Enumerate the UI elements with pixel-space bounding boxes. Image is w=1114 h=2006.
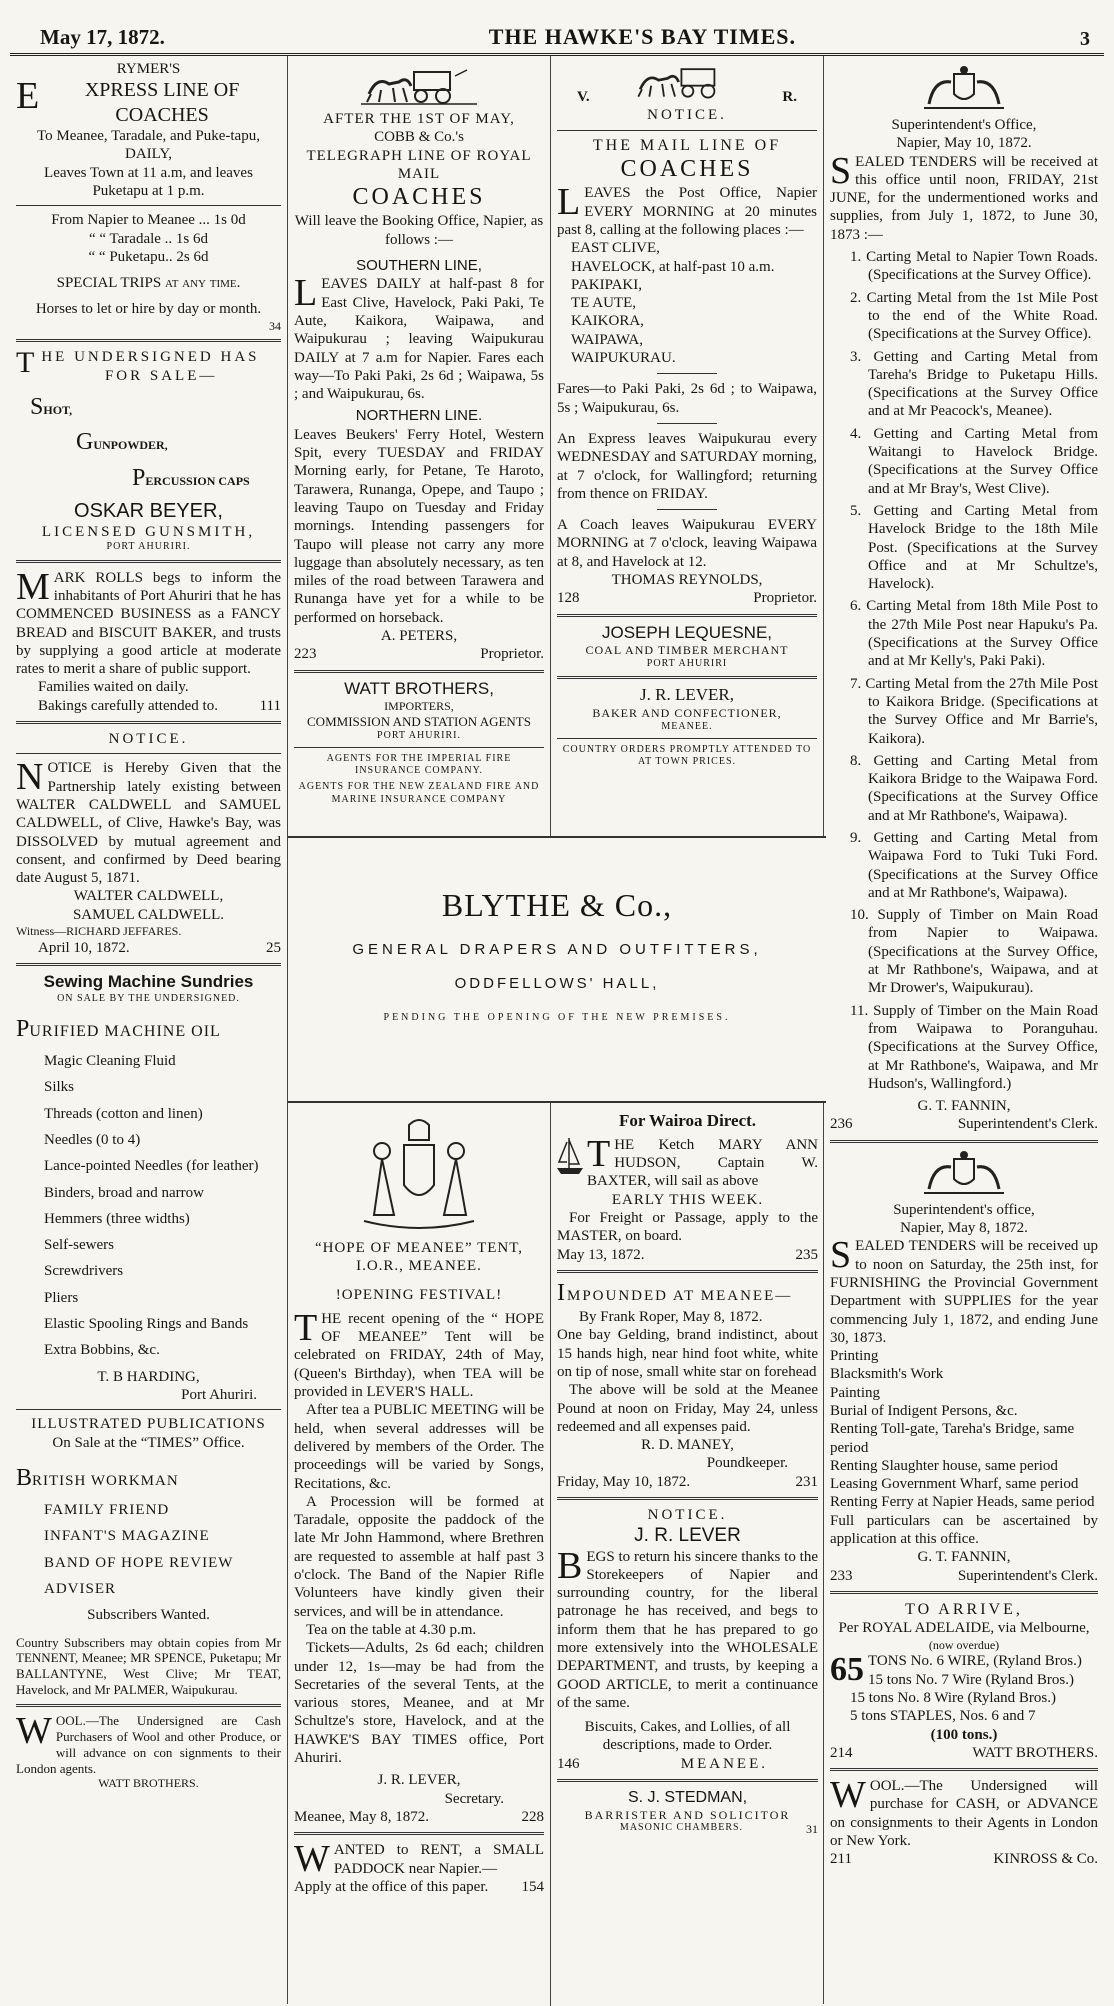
sewing-ad: Sewing Machine Sundries ON SALE BY THE UNDERSIGNED. PURIFIED MACHINE OIL Magic Cleaning Fluid Silks Threads (cotton and linen) Needles (0 to 4) Lance-pointed Needles (for leather) Binders, broad and narrow Hemmers (three widths) Self-sewers Screwdrivers Pliers Elastic Spooling Rings and Bands Extra Bobbins, &c. T. B HARDING, Port Ahuriri. <box>16 972 281 1404</box>
drop-cap: W <box>830 1774 866 1817</box>
tender-sign: G. T. FANNIN, <box>917 1098 1011 1115</box>
fare-1: From Napier to Meanee ... 1s 0d <box>51 212 246 229</box>
illus-text: Country Subscribers may obtain copies from Mr TENNENT, Meanee; MR SPENCE, Puketapu; Mr BALLANTYNE, West Clive; Mr TEAT, Havelock, and Mr PALMER, Waipukurau. <box>16 1634 281 1698</box>
mail-line1: THE MAIL LINE OF <box>592 136 782 154</box>
horses-line: Horses to let or hire by day or month. <box>35 301 262 318</box>
mail-express: An Express leaves Waipukurau every WEDNESDAY and SATURDAY morning, at 7 o'clock, for Wallingford; returning from thence on FRIDAY. <box>557 430 817 502</box>
sewing-item: Threads (cotton and linen) <box>44 1105 203 1122</box>
ad-number: 31 <box>805 1822 818 1837</box>
impound-date: Friday, May 10, 1872. <box>557 1473 691 1490</box>
ad-number: 223 <box>294 646 317 663</box>
arrive-c: 5 tons STAPLES, Nos. 6 and 7 <box>850 1708 1036 1725</box>
lever-baker-ad <box>557 685 817 768</box>
cobb-line5: Will leave the Booking Office, Napier, as follows :— <box>294 213 544 248</box>
witness-line: Witness—RICHARD JEFFARES. <box>16 923 182 938</box>
caps-line: ERCUSSION CAPS <box>145 473 250 488</box>
publication-item: ADVISER <box>44 1581 117 1597</box>
drop-cap: M <box>16 565 50 608</box>
place-item: HAVELOCK, at half-past 10 a.m. <box>571 258 775 275</box>
ad-number: 228 <box>521 1808 544 1825</box>
sewing-list <box>16 1052 281 1360</box>
lequesne-name: JOSEPH LEQUESNE, <box>601 622 773 642</box>
lever-text: EGS to return his sincere thanks to the Storekeepers of Napier and surrounding country, for the liberal patronage he has received, and begs to inform them that he has prepared to go more extensively into the WHOLESALE DEPARTMENT, and trusts, by keeping a GOOD ARTICLE, to merit a continuance of the same. <box>557 1548 818 1711</box>
drop-cap: L <box>294 272 318 315</box>
office-line: Superintendent's Office, <box>891 117 1037 133</box>
drop-cap: L <box>557 181 581 224</box>
place-item: WAIPAWA, <box>571 331 643 348</box>
mail-coaches: COACHES <box>620 156 754 183</box>
newspaper-title: THE HAWKE'S BAY TIMES. <box>488 24 797 50</box>
southern-line: SOUTHERN LINE, <box>356 257 482 275</box>
mail-coach: A Coach leaves Waipukurau EVERY MORNING at 7 o'clock, leaving Waipawa at 8, and Havelock at 12. <box>557 517 817 570</box>
wool-text: OOL.—The Undersigned are Cash Purchasers of Wool and other Produce, or will advance on con signments to their London agents. <box>16 1713 281 1776</box>
rymer-head: RYMER'S <box>116 61 181 77</box>
arrive-line1: Per ROYAL ADELAIDE, via Melbourne, <box>838 1620 1090 1637</box>
place-item: WAIPUKURAU. <box>571 350 676 367</box>
arrive-total: (100 tons.) <box>930 1726 998 1743</box>
column-1 <box>10 56 288 2004</box>
drop-cap: E <box>16 75 40 118</box>
stedman-name: S. J. STEDMAN, <box>627 1789 748 1807</box>
wairoa-line3: For Freight or Passage, apply to the MASTER, on board. <box>557 1209 818 1245</box>
sewing-item: Extra Bobbins, &c. <box>44 1342 160 1359</box>
sewing-first: URIFIED MACHINE OIL <box>29 1022 221 1040</box>
tender-sign: G. T. FANNIN, <box>917 1549 1011 1566</box>
ad-number: 231 <box>795 1473 818 1490</box>
publication-item: BAND OF HOPE REVIEW <box>44 1554 234 1571</box>
tent-date: Meanee, May 8, 1872. <box>294 1808 429 1825</box>
tent-ad <box>294 1103 544 1826</box>
special-trips: SPECIAL TRIPS at any time. <box>56 275 241 292</box>
lower-column-3 <box>551 1103 824 2006</box>
watt-agents-ad <box>294 679 544 806</box>
tender-item: 10. Supply of Timber on Main Road from Napier to Waipawa. (Specifications at the Survey Office, at Mr Rathbone's, Waipawa, and at Mr Drower's, Waipukurau). <box>850 907 1098 997</box>
beyer-line1: HE UNDERSIGNED HAS <box>41 349 260 366</box>
place-item: KAIKORA, <box>571 313 644 330</box>
rymer-line3: Leaves Town at 11 a.m, and leaves Puketapu at 1 p.m. <box>44 164 253 199</box>
tent-p5: Tickets—Adults, 2s 6d each; children under 12, 1s—may be had from the Secretaries of the several Tents, at the various stores, Meanee, and at Mr Schultze's store, Havelock, and at the HAWKE'S BAY TIMES office, Port Ahuriri. <box>294 1640 544 1767</box>
tender-item: 9. Getting and Carting Metal from Waipawa Ford to Tuki Tuki Ford. (Specifications at the Survey Office and at Mr Rathbone's, Waipawa). <box>850 829 1098 901</box>
wairoa-head: For Wairoa Direct. <box>618 1111 757 1130</box>
mail-title: Proprietor. <box>753 590 817 607</box>
lever-name: J. R. LEVER <box>634 1525 741 1547</box>
tender-item: 8. Getting and Carting Metal from Kaikora Bridge to the Waipawa Ford. (Specifications at the Survey Office and at Mr Rathbone's, Waipawa). <box>850 752 1098 824</box>
sewing-item: Binders, broad and narrow <box>44 1184 204 1201</box>
sewing-place: Port Ahuriri. <box>181 1386 257 1403</box>
northern-line: NORTHERN LINE. <box>355 407 483 425</box>
blythe-line1: GENERAL DRAPERS AND OUTFITTERS, <box>352 941 762 959</box>
drop-cap: T <box>294 1306 318 1349</box>
sewing-item: Hemmers (three widths) <box>44 1210 190 1227</box>
blythe-line3: PENDING THE OPENING OF THE NEW PREMISES. <box>383 1011 731 1023</box>
illus-wanted: Subscribers Wanted. <box>87 1607 210 1624</box>
sewing-item: Silks <box>44 1079 75 1096</box>
tender-text: EALED TENDERS will be received at this office until noon, FRIDAY, 21st JUNE, for the undermentioned works and supplies, from July 1, 1872, to June 30, 1873 :— <box>830 153 1098 243</box>
impound-text: One bay Gelding, brand indistinct, about 15 hands high, near hind foot white, white on tip of nose, small white star on forehead <box>557 1327 818 1380</box>
impound-head: MPOUNDED AT MEANEE— <box>567 1287 793 1304</box>
tender-text: EALED TENDERS will be received up to noon on Saturday, the 25th inst, for FURNISHING the Provincial Government Department with SUPPLIES for the year commencing July 1, 1872, and ending June 30, 1873. <box>830 1238 1098 1346</box>
watt-line2: COMMISSION AND STATION AGENTS <box>307 713 531 729</box>
lever-line1: BAKER AND CONFECTIONER, <box>592 705 782 720</box>
publication-item: INFANT'S MAGAZINE <box>44 1528 210 1545</box>
wanted-ad <box>294 1838 544 1896</box>
cobb-sign: A. PETERS, <box>380 627 458 644</box>
place-item: TE AUTE, <box>571 295 636 312</box>
wairoa-text: HE Ketch MARY ANN HUDSON, Captain W. BAXTER, will sail as above <box>587 1136 818 1190</box>
illus-first: RITISH WORKMAN <box>32 1472 179 1489</box>
wairoa-line2: EARLY THIS WEEK. <box>611 1191 764 1208</box>
rolls-ad <box>16 565 281 715</box>
mail-sign: THOMAS REYNOLDS, <box>611 572 763 589</box>
ad-number: 236 <box>830 1116 853 1133</box>
wanted-text: ANTED to RENT, a SMALL PADDOCK near Napier.— <box>333 1842 544 1877</box>
tent-title: Secretary. <box>444 1790 504 1807</box>
ad-number: 211 <box>830 1851 852 1868</box>
tent-text: HE recent opening of the “ HOPE OF MEANEE” Tent will be celebrated on FRIDAY, 24th of May, (Queen's Birthday), when TEA will be provided in LEVER'S HALL. <box>294 1310 544 1401</box>
arrive-head: TO ARRIVE, <box>905 1600 1023 1618</box>
ad-number: 128 <box>557 590 580 607</box>
tender-item: 7. Carting Metal from the 27th Mile Post to Kaikora Bridge. (Specifications at the Survey Office and Mr Barrie's, Kaikora). <box>850 675 1098 747</box>
cobb-line3: TELEGRAPH LINE OF ROYAL MAIL <box>306 147 532 182</box>
place-item: PAKIPAKI, <box>571 276 643 293</box>
illus-head: ILLUSTRATED PUBLICATIONS <box>31 1416 266 1433</box>
lever-name: J. R. LEVER, <box>640 685 734 705</box>
tender-date: Napier, May 10, 1872. <box>896 135 1032 152</box>
ad-number: 25 <box>266 939 281 956</box>
arrive-a: 15 tons No. 7 Wire (Ryland Bros.) <box>868 1671 1075 1688</box>
northern-text: Leaves Beukers' Ferry Hotel, Western Spit, every TUESDAY and FRIDAY Morning early, for Petane, Te Haroto, Tarawera, Runanga, Opepe, and Taupo ; leaving Taupo on Tuesday and Friday mornings. Intending passengers for Taupo will please not carry any more luggage than absolutely necessary, as ten miles of the road between Tarawera and Runanga have yet for a while to be performed on horseback. <box>294 426 544 626</box>
mail-notice: NOTICE. <box>647 107 727 124</box>
arrive-line3: TONS No. 6 WIRE, (Ryland Bros.) <box>868 1653 1082 1670</box>
rolls-line2: Families waited on daily. <box>38 679 189 696</box>
arrive-line2: (now overdue) <box>928 1637 1000 1652</box>
wairoa-date: May 13, 1872. <box>557 1246 645 1263</box>
supply-item: Renting Ferry at Napier Heads, same period <box>830 1494 1095 1511</box>
kinross-ad <box>830 1774 1098 1868</box>
arrive-ad <box>830 1600 1098 1762</box>
supply-item: Renting Toll-gate, Tareha's Bridge, same period <box>830 1421 1075 1456</box>
issue-date: May 17, 1872. <box>40 25 165 50</box>
lower-middle <box>288 1103 826 2006</box>
lever-place: MEANEE. <box>680 1755 768 1772</box>
watt-wool-ad <box>16 1710 281 1791</box>
fare-3: “ “ Puketapu.. 2s 6d <box>88 248 209 265</box>
wool-name: WATT BROTHERS. <box>98 1776 199 1791</box>
arrive-name: WATT BROTHERS. <box>972 1744 1098 1761</box>
tent-p2: After tea a PUBLIC MEETING will be held, when several addresses will be delivered by members of the Order. The proceedings will be varied by Songs, Recitations, &c. <box>294 1402 544 1492</box>
coat-of-arms-icon <box>909 64 1019 112</box>
tenders-ad-1 <box>830 56 1098 1134</box>
tent-p4: Tea on the table at 4.30 p.m. <box>306 1621 477 1638</box>
column-4 <box>824 56 1104 2004</box>
tender-item: 11. Supply of Timber on the Main Road from Waipawa to Poranguhau. (Specifications at the Survey Office, at Mr Rathbone's, Waipawa, and Mr Hudson's, Wallingford.) <box>850 1002 1098 1092</box>
blythe-ad <box>288 836 826 1103</box>
drop-cap: B <box>557 1544 583 1587</box>
beyer-name: OSKAR BEYER, <box>74 499 223 522</box>
lower-column-2 <box>288 1103 551 2006</box>
ad-number: 214 <box>830 1744 853 1761</box>
beyer-line2: FOR SALE— <box>104 367 218 384</box>
sewing-item: Elastic Spooling Rings and Bands <box>44 1316 249 1333</box>
publication-item: FAMILY FRIEND <box>44 1502 170 1519</box>
lequesne-line2: PORT AHURIRI <box>646 657 728 669</box>
illus-list <box>16 1501 281 1598</box>
drop-cap: S <box>830 1234 852 1277</box>
tent-line2: I.O.R., MEANEE. <box>356 1258 482 1275</box>
sewing-item: Magic Cleaning Fluid <box>44 1053 176 1070</box>
gunpowder-line: UNPOWDER, <box>93 438 168 453</box>
cobb-ad <box>294 56 544 664</box>
drop-cap: N <box>16 756 44 799</box>
impound-title: Poundkeeper. <box>706 1455 788 1472</box>
lever-line3: COUNTRY ORDERS PROMPTLY ATTENDED TO AT TOWN PRICES. <box>562 743 812 767</box>
mail-text: EAVES the Post Office, Napier EVERY MORNING at 20 minutes past 8, calling at the following places :— <box>557 185 817 238</box>
supply-item: Blacksmith's Work <box>830 1366 944 1383</box>
southern-text: EAVES DAILY at half-past 8 for East Clive, Havelock, Paki Paki, Te Aute, Kaikora, Waipawa, and Waipukurau ; leaving Waipukurau DAILY at 7 a.m for Napier. Fares each way—To Paki Paki, 2s 6d ; Waipawa, 5s ; and Waipukurau, 6s. <box>294 276 544 403</box>
tender-date: Napier, May 8, 1872. <box>900 1220 1028 1237</box>
watt-line4: AGENTS FOR THE IMPERIAL FIRE INSURANCE COMPANY. <box>326 752 512 777</box>
supply-item: Leasing Government Wharf, same period <box>830 1476 1079 1493</box>
tender-item: 5. Getting and Carting Metal from Havelock Bridge to the 18th Mile Post. (Specifications at the Survey Office and at Mr Schultze's, Havelock). <box>850 502 1098 593</box>
fare-2: “ “ Taradale .. 1s 6d <box>88 230 209 247</box>
beyer-ad: THE UNDERSIGNED HAS FOR SALE— SHOT, GUNPOWDER, PERCUSSION CAPS OSKAR BEYER, LICENSED GUNSMITH, PORT AHURIRI. <box>16 348 281 553</box>
sewing-item: Screwdrivers <box>44 1263 124 1280</box>
sewing-item: Pliers <box>44 1289 79 1306</box>
wairoa-ad <box>557 1103 818 1264</box>
supplies-list <box>830 1347 1098 1512</box>
beyer-title: LICENSED GUNSMITH, <box>41 524 256 541</box>
notice-head: NOTICE. <box>108 731 189 748</box>
ad-number: 34 <box>269 318 281 333</box>
signature-2: SAMUEL CALDWELL. <box>72 906 225 923</box>
watt-line5: AGENTS FOR THE NEW ZEALAND FIRE AND MARINE INSURANCE COMPANY <box>298 781 540 805</box>
page-number: 3 <box>1079 27 1090 50</box>
tenders-ad-2 <box>830 1149 1098 1585</box>
caldwell-notice <box>16 730 281 957</box>
drop-cap: W <box>294 1838 330 1881</box>
watt-head: WATT BROTHERS, <box>344 678 494 698</box>
lever-line2: MEANEE. <box>661 720 713 732</box>
lever-line2: Biscuits, Cakes, and Lollies, of all descriptions, made to Order. <box>584 1719 791 1754</box>
ad-number: 154 <box>521 1878 544 1895</box>
rymer-ad <box>16 56 281 333</box>
notice-text: OTICE is Hereby Given that the Partnership lately existing between WALTER CALDWELL and SAMUEL CALDWELL, of Clive, Hawke's Bay, was DISSOLVED by mutual agreement and consent, and confirmed by Deed bearing date August 5, 1871. <box>16 760 281 887</box>
tent-line1: “HOPE OF MEANEE” TENT, <box>314 1240 524 1256</box>
tent-sign: J. R. LEVER, <box>377 1772 461 1789</box>
rymer-line2: To Meanee, Taradale, and Puke-tapu, DAILY, <box>37 128 260 163</box>
tent-line3: !OPENING FESTIVAL! <box>335 1286 503 1303</box>
sewing-sub: ON SALE BY THE UNDERSIGNED. <box>57 992 240 1004</box>
lever-notice-head: NOTICE. <box>647 1507 728 1524</box>
drop-cap: T <box>587 1132 611 1175</box>
lequesne-ad <box>557 623 817 671</box>
drop-cap: I <box>557 1279 567 1306</box>
office-line: Superintendent's office, <box>893 1201 1035 1218</box>
impound-ad <box>557 1279 818 1491</box>
kinross-name: KINROSS & Co. <box>993 1851 1098 1868</box>
vr-r: R. <box>782 89 797 105</box>
sewing-item: Needles (0 to 4) <box>44 1131 141 1148</box>
tender-item: 2. Carting Metal from the 1st Mile Post to the end of the White Road. (Specifications at the Survey Office). <box>850 289 1098 343</box>
sewing-head: Sewing Machine Sundries <box>43 971 254 991</box>
tender-full: Full particulars can be ascertained by application at this office. <box>830 1512 1098 1548</box>
supply-item: Printing <box>830 1348 879 1365</box>
tender-item: 3. Getting and Carting Metal from Tareha's Bridge to Puketapu Hills. (Specifications at the Survey Office and at Mr Peacock's, Meanee). <box>850 348 1098 420</box>
rymer-line1: XPRESS LINE OF COACHES <box>84 79 240 126</box>
stedman-line1: BARRISTER AND SOLICITOR <box>584 1807 791 1822</box>
shot-line: HOT, <box>43 402 73 417</box>
mail-fares: Fares—to Paki Paki, 2s 6d ; to Waipawa, 5s ; Waipukurau, 6s. <box>557 381 817 416</box>
lever-notice <box>557 1506 818 1773</box>
arrive-b: 15 tons No. 8 Wire (Ryland Bros.) <box>850 1690 1057 1706</box>
beyer-place: PORT AHURIRI. <box>106 541 191 553</box>
mail-places <box>557 239 817 367</box>
cobb-line2: COBB & Co.'s <box>374 129 464 146</box>
tender-items <box>830 248 1098 1093</box>
impound-sign: R. D. MANEY, <box>641 1437 734 1454</box>
supply-item: Painting <box>830 1384 881 1401</box>
cobb-coaches: COACHES <box>352 184 486 211</box>
supply-item: Renting Slaughter house, same period <box>830 1457 1058 1474</box>
watt-line1: IMPORTERS, <box>384 699 454 714</box>
tender-title: Superintendent's Clerk. <box>957 1116 1098 1133</box>
illustrated-ad: ILLUSTRATED PUBLICATIONS On Sale at the “TIMES” Office. BRITISH WORKMAN FAMILY FRIEND INFANT'S MAGAZINE BAND OF HOPE REVIEW ADVISER Subscribers Wanted. Country Subscribers may obtain copies from Mr TENNENT, Meanee; MR SPENCE, Puketapu; Mr BALLANTYNE, West Clive; Mr TEAT, Havelock, and Mr PALMER, Waipukurau. <box>16 1416 281 1698</box>
sewing-item: Self-sewers <box>44 1237 114 1254</box>
masthead <box>10 20 1104 56</box>
drop-cap: W <box>16 1710 52 1753</box>
vr-v: V. <box>577 89 590 105</box>
stedman-line2: MASONIC CHAMBERS. <box>619 1822 744 1834</box>
ad-number: 233 <box>830 1567 853 1584</box>
ad-number: 235 <box>795 1246 818 1263</box>
tender-title: Superintendent's Clerk. <box>957 1567 1098 1584</box>
coat-of-arms-icon <box>344 1115 494 1235</box>
ad-number: 111 <box>259 697 281 714</box>
supply-item: Burial of Indigent Persons, &c. <box>830 1403 1018 1419</box>
sewing-item: Lance-pointed Needles (for leather) <box>44 1158 259 1175</box>
drop-cap: T <box>16 346 38 380</box>
cobb-title: Proprietor. <box>480 646 544 663</box>
stedman-ad <box>557 1788 818 1837</box>
ad-number: 146 <box>557 1755 580 1772</box>
blythe-line2: ODDFELLOWS' HALL, <box>454 975 660 993</box>
impound-by: By Frank Roper, May 8, 1872. <box>579 1309 763 1326</box>
coach-engraving-icon <box>631 62 741 102</box>
sewing-name: T. B HARDING, <box>97 1368 200 1385</box>
impound-sold: The above will be sold at the Meanee Pound at noon on Friday, May 24, unless redeemed and all expenses paid. <box>557 1382 818 1435</box>
blythe-name: BLYTHE & Co., <box>441 887 673 923</box>
watt-line3: PORT AHURIRI. <box>377 729 461 741</box>
kinross-text: OOL.—The Undersigned will purchase for CASH, or ADVANCE on consignments to their Agents in London or New York. <box>830 1778 1098 1850</box>
tent-p3: A Procession will be formed at Taradale, opposite the paddock of the late Mr John Hammond, where Brethren are requested to assemble at half past 3 o'clock. The Band of the Napier Rifle Volunteers have kindly given their services, and will be in attendance. <box>294 1493 544 1620</box>
illus-sub: On Sale at the “TIMES” Office. <box>52 1434 245 1451</box>
drop-cap: S <box>830 149 852 192</box>
arrive-big: 65 <box>830 1651 864 1689</box>
coach-engraving-icon <box>359 66 479 106</box>
tender-item: 6. Carting Metal from 18th Mile Post to the 27th Mile Post near Hapuku's Pa. (Specifications at the Survey Office and at Mr Kelly's, Paki Paki). <box>850 598 1098 670</box>
cobb-line1: AFTER THE 1ST OF MAY, <box>323 111 515 127</box>
signature-1: WALTER CALDWELL, <box>73 888 224 905</box>
notice-date: April 10, 1872. <box>38 939 130 956</box>
rolls-text: ARK ROLLS begs to inform the inhabitants of Port Ahuriri that he has COMMENCED BUSINESS as a FANCY BREAD and BISCUIT BAKER, and trusts by supplying a good article at moderate rates to merit a share of public support. <box>16 569 281 678</box>
tender-item: 4. Getting and Carting Metal from Waitangi to Havelock Bridge. (Specifications at the Survey Office and at Mr Bray's, West Clive). <box>850 425 1098 497</box>
place-item: EAST CLIVE, <box>571 240 660 257</box>
mail-ad <box>557 56 817 608</box>
ketch-ship-icon <box>557 1136 583 1176</box>
rolls-line3: Bakings carefully attended to. <box>38 697 218 714</box>
wanted-line2: Apply at the office of this paper. <box>294 1878 489 1895</box>
coat-of-arms-icon <box>909 1149 1019 1197</box>
lequesne-line1: COAL AND TIMBER MERCHANT <box>585 643 789 658</box>
tender-item: 1. Carting Metal to Napier Town Roads. (Specifications at the Survey Office). <box>850 249 1098 284</box>
